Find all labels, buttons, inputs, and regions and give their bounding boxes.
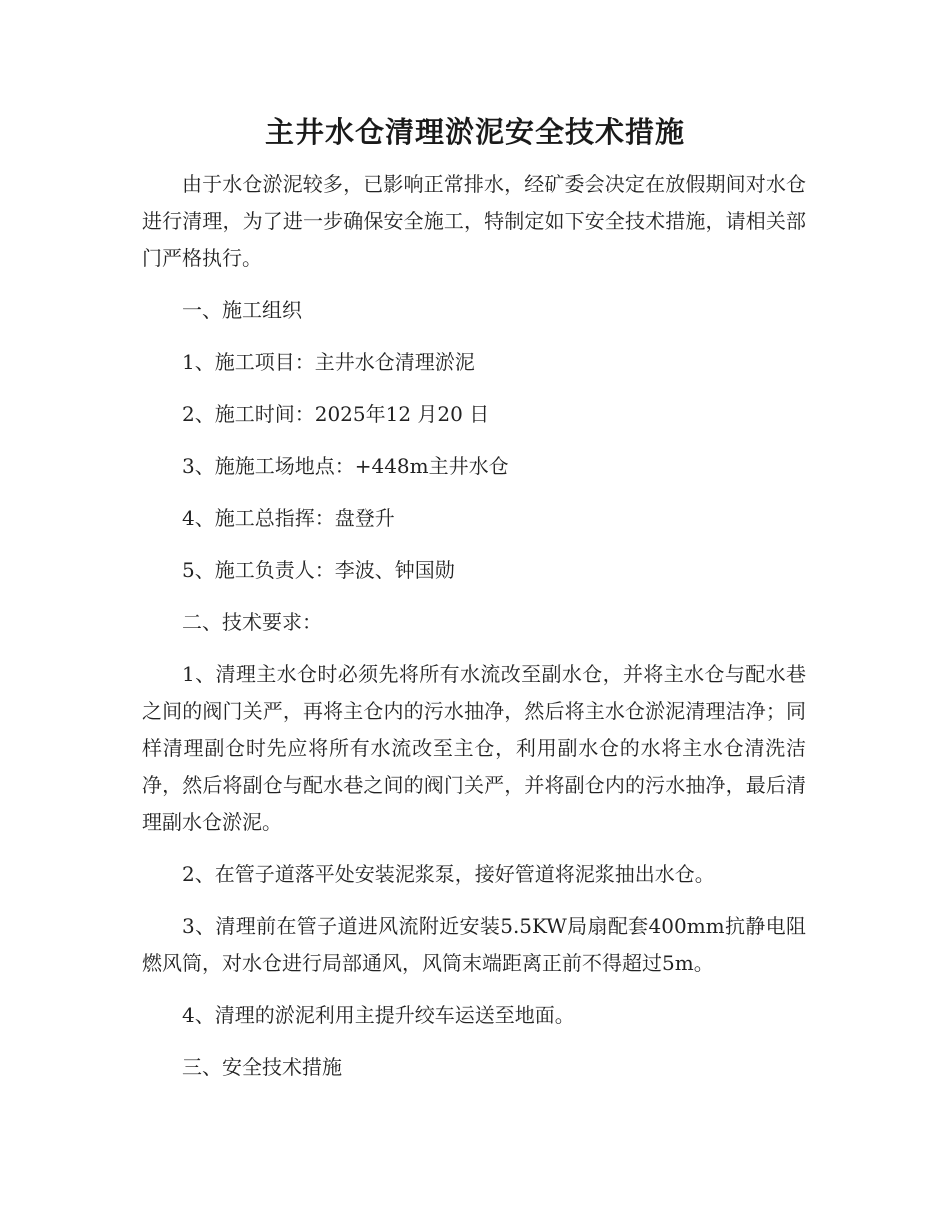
intro-paragraph: 由于水仓淤泥较多，已影响正常排水，经矿委会决定在放假期间对水仓进行清理，为了进一步确保安全施工，特制定如下安全技术措施，请相关部门严格执行。 (142, 172, 806, 270)
requirement-paragraph-1: 1、清理主水仓时必须先将所有水流改至副水仓，并将主水仓与配水巷之间的阀门关严，再将主仓内的污水抽净，然后将主水仓淤泥清理洁净；同样清理副仓时先应将所有水流改至主仓，利用副水仓的水将主水仓清洗洁净，然后将副仓与配水巷之间的阀门关严，并将副仓内的污水抽净，最后清理副水仓淤泥。 (142, 662, 806, 834)
section-heading-construction-organization: 一、施工组织 (182, 298, 302, 322)
list-item-location: 3、施施工场地点：+448m主井水仓 (182, 454, 509, 478)
document-body (142, 166, 806, 1101)
list-item-responsible: 5、施工负责人：李波、钟国勋 (182, 558, 455, 582)
list-item-project: 1、施工项目：主井水仓清理淤泥 (182, 350, 475, 374)
section-heading-technical-requirements: 二、技术要求： (182, 610, 322, 634)
section-heading-safety-measures: 三、安全技术措施 (182, 1055, 342, 1079)
requirement-paragraph-3: 3、清理前在管子道进风流附近安装5.5KW局扇配套400mm抗静电阻燃风筒，对水仓进行局部通风，风筒末端距离正前不得超过5m。 (142, 914, 806, 975)
requirement-paragraph-2: 2、在管子道落平处安装泥浆泵，接好管道将泥浆抽出水仓。 (182, 862, 715, 886)
document-title: 主井水仓清理淤泥安全技术措施 (264, 115, 685, 149)
requirement-paragraph-4: 4、清理的淤泥利用主提升绞车运送至地面。 (182, 1003, 575, 1027)
list-item-time: 2、施工时间：2025年12 月20 日 (182, 402, 490, 426)
list-item-commander: 4、施工总指挥：盘登升 (182, 506, 395, 530)
